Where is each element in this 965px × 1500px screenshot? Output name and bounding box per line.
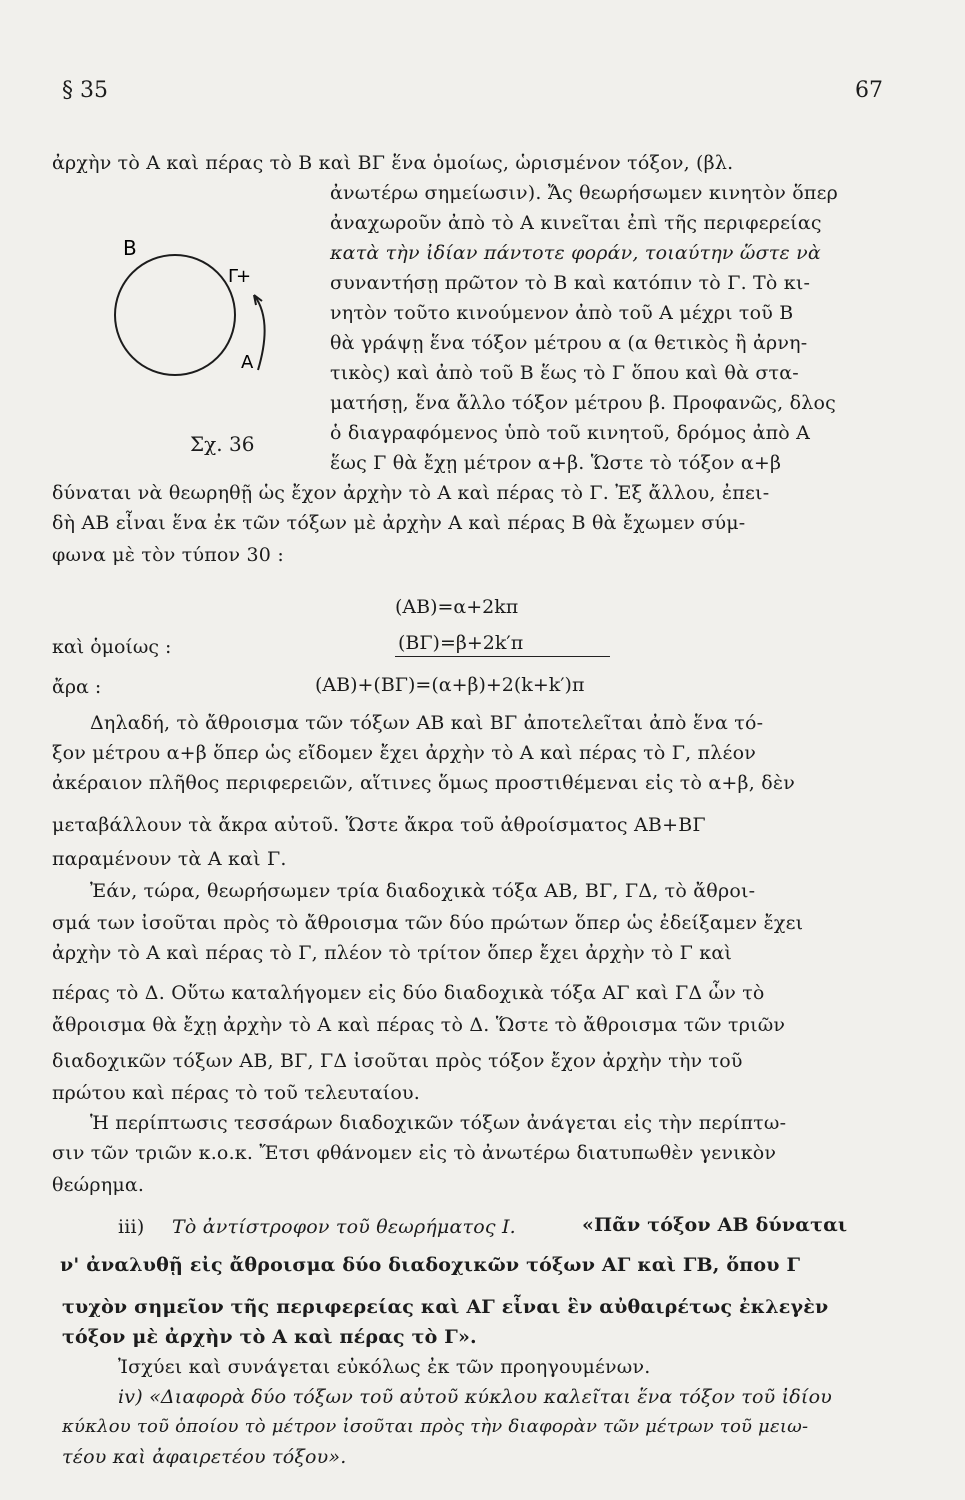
text-line: ἀρχὴν τὸ Α καὶ πέρας τὸ Β καὶ ΒΓ ἕνα ὁμοίως, ὡρισμένον τόξον, (βλ. bbox=[52, 152, 734, 174]
sum-rule bbox=[395, 656, 610, 657]
text-line: ἀνωτέρω σημείωσιν). Ἄς θεωρήσωμεν κινητὸν ὅπερ bbox=[330, 182, 839, 204]
theorem-statement: «Πᾶν τόξον ΑΒ δύναται bbox=[582, 1214, 848, 1236]
text-line: πέρας τὸ Δ. Οὕτω καταλήγομεν εἰς δύο διαδοχικὰ τόξα ΑΓ καὶ ΓΔ ὧν τὸ bbox=[52, 982, 765, 1004]
text-line: ὁ διαγραφόμενος ὑπὸ τοῦ κινητοῦ, δρόμος ἀπὸ Α bbox=[330, 422, 811, 444]
text-line: συναντήσῃ πρῶτον τὸ Β καὶ κατόπιν τὸ Γ. Τὸ κι- bbox=[330, 272, 811, 294]
equation-label-2: καὶ ὁμοίως : bbox=[52, 636, 172, 658]
point-a-label: A bbox=[241, 352, 254, 373]
text-line: πρώτου καὶ πέρας τὸ τοῦ τελευταίου. bbox=[52, 1082, 421, 1104]
text-line: Δηλαδή, τὸ ἄθροισμα τῶν τόξων ΑΒ καὶ ΒΓ ἀποτελεῖται ἀπὸ ἕνα τό- bbox=[90, 712, 764, 734]
text-line: Ἰσχύει καὶ συνάγεται εὐκόλως ἐκ τῶν προηγουμένων. bbox=[118, 1356, 651, 1378]
section-number: § 35 bbox=[62, 78, 108, 103]
direction-arc-arrow bbox=[254, 295, 265, 370]
text-line: Ἡ περίπτωσις τεσσάρων διαδοχικῶν τόξων ἀνάγεται εἰς τὴν περίπτω- bbox=[90, 1112, 787, 1134]
text-line: κατὰ τὴν ἰδίαν πάντοτε φοράν, τοιαύτην ὥστε νὰ bbox=[330, 242, 821, 264]
point-b-label: B bbox=[123, 236, 137, 260]
text-line: ἀκέραιον πλῆθος περιφερειῶν, αἵτινες ὅμως προστιθέμεναι εἰς τὸ α+β, δὲν bbox=[52, 772, 795, 794]
text-line: σμά των ἰσοῦται πρὸς τὸ ἄθροισμα τῶν δύο πρώτων ὅπερ ὡς ἐδείξαμεν ἔχει bbox=[52, 912, 804, 934]
text-line: νητὸν τοῦτο κινούμενον ἀπὸ τοῦ Α μέχρι τοῦ Β bbox=[330, 302, 794, 324]
equation-1: (ΑΒ)=α+2kπ bbox=[395, 596, 519, 618]
text-line: τικὸς) καὶ ἀπὸ τοῦ Β ἕως τὸ Γ ὅπου καὶ θὰ στα- bbox=[330, 362, 799, 384]
text-line: ἀναχωροῦν ἀπὸ τὸ Α κινεῖται ἐπὶ τῆς περιφερείας bbox=[330, 212, 822, 234]
definition-text: τέου καὶ ἀφαιρετέου τόξου». bbox=[62, 1446, 347, 1468]
text-line: θὰ γράψῃ ἕνα τόξον μέτρου α (α θετικὸς ἢ ἀρνη- bbox=[330, 332, 808, 354]
theorem-number: iii) bbox=[118, 1216, 145, 1238]
text-line: ἄθροισμα θὰ ἔχῃ ἀρχὴν τὸ Α καὶ πέρας τὸ Δ. Ὥστε τὸ ἄθροισμα τῶν τριῶν bbox=[52, 1014, 786, 1036]
text-line: ξον μέτρου α+β ὅπερ ὡς εἴδομεν ἔχει ἀρχὴν τὸ Α καὶ πέρας τὸ Γ, πλέον bbox=[52, 742, 756, 764]
theorem-title: Τὸ ἀντίστροφον τοῦ θεωρήματος I. bbox=[172, 1216, 516, 1238]
text-line: διαδοχικῶν τόξων ΑΒ, ΒΓ, ΓΔ ἰσοῦται πρὸς τόξον ἔχον ἀρχὴν τὴν τοῦ bbox=[52, 1050, 743, 1072]
theorem-statement: ν' ἀναλυθῇ εἰς ἄθροισμα δύο διαδοχικῶν τόξων ΑΓ καὶ ΓΒ, ὅπου Γ bbox=[60, 1254, 801, 1276]
definition-text: iv) «Διαφορὰ δύο τόξων τοῦ αὐτοῦ κύκλου καλεῖται ἕνα τόξον τοῦ ἰδίου bbox=[118, 1386, 832, 1408]
text-line: ἀρχὴν τὸ Α καὶ πέρας τὸ Γ, πλέον τὸ τρίτον ὅπερ ἔχει ἀρχὴν τὸ Γ καὶ bbox=[52, 942, 733, 964]
text-line: Ἐάν, τώρα, θεωρήσωμεν τρία διαδοχικὰ τόξα ΑΒ, ΒΓ, ΓΔ, τὸ ἄθροι- bbox=[90, 880, 756, 902]
theorem-statement: τόξον μὲ ἀρχὴν τὸ Α καὶ πέρας τὸ Γ». bbox=[62, 1326, 477, 1348]
text-line: θεώρημα. bbox=[52, 1174, 145, 1196]
text-line: σιν τῶν τριῶν κ.ο.κ. Ἔτσι φθάνομεν εἰς τὸ ἀνωτέρω διατυπωθὲν γενικὸν bbox=[52, 1142, 777, 1164]
plus-sign: + bbox=[236, 266, 252, 287]
theorem-statement: τυχὸν σημεῖον τῆς περιφερείας καὶ ΑΓ εἶναι ἓν αὐθαιρέτως ἐκλεγὲν bbox=[62, 1296, 829, 1318]
text-line: φωνα μὲ τὸν τύπον 30 : bbox=[52, 544, 284, 566]
equation-label-3: ἄρα : bbox=[52, 676, 102, 698]
text-line: μεταβάλλουν τὰ ἄκρα αὐτοῦ. Ὥστε ἄκρα τοῦ ἀθροίσματος ΑΒ+ΒΓ bbox=[52, 814, 706, 836]
circle-outline bbox=[115, 255, 235, 375]
definition-text: κύκλου τοῦ ὁποίου τὸ μέτρον ἰσοῦται πρὸς τὴν διαφορὰν τῶν μέτρων τοῦ μειω- bbox=[62, 1416, 809, 1437]
figure-caption: Σχ. 36 bbox=[190, 432, 255, 456]
point-g-label: Γ bbox=[228, 266, 239, 287]
equation-2: (ΒΓ)=β+2k′π bbox=[398, 632, 524, 654]
page-number: 67 bbox=[855, 78, 883, 103]
equation-3: (ΑΒ)+(ΒΓ)=(α+β)+2(k+k′)π bbox=[315, 674, 585, 696]
circle-figure bbox=[108, 210, 308, 425]
text-line: δὴ ΑΒ εἶναι ἕνα ἐκ τῶν τόξων μὲ ἀρχὴν Α καὶ πέρας Β θὰ ἔχωμεν σύμ- bbox=[52, 512, 746, 534]
text-line: δύναται νὰ θεωρηθῇ ὡς ἔχον ἀρχὴν τὸ Α καὶ πέρας τὸ Γ. Ἐξ ἄλλου, ἐπει- bbox=[52, 482, 770, 504]
text-line: ματήσῃ, ἕνα ἄλλο τόξον μέτρου β. Προφανῶς, δλος bbox=[330, 392, 836, 414]
text-line: παραμένουν τὰ Α καὶ Γ. bbox=[52, 848, 287, 870]
text-line: ἕως Γ θὰ ἔχῃ μέτρον α+β. Ὥστε τὸ τόξον α+β bbox=[330, 452, 782, 474]
